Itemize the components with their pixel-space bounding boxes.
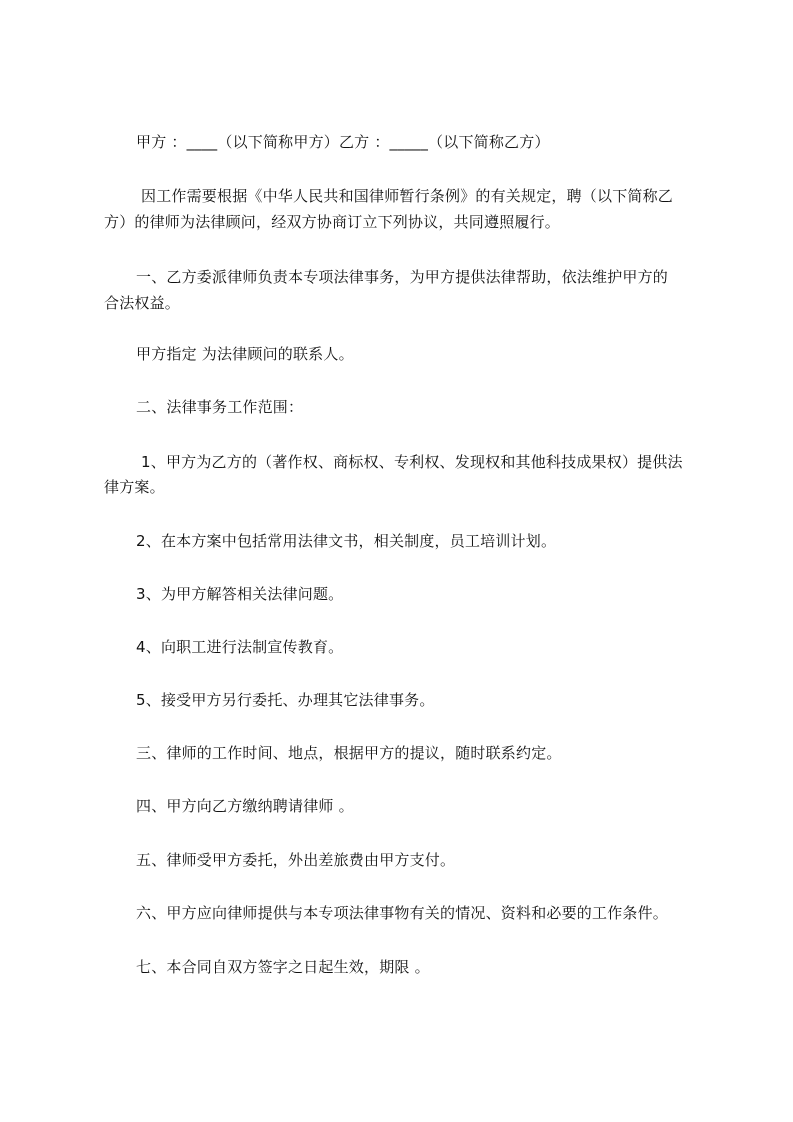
clause-4: 四、甲方向乙方缴纳聘请律师 。: [136, 797, 354, 815]
clause-6: 六、甲方应向律师提供与本专项法律事物有关的情况、资料和必要的工作条件。: [136, 904, 669, 922]
clause-5: 五、律师受甲方委托，外出差旅费由甲方支付。: [136, 851, 456, 869]
contact-designation: 甲方指定 为法律顾问的联系人。: [136, 345, 354, 363]
clause-1-line-1: 一、乙方委派律师负责本专项法律事务，为甲方提供法律帮助，依法维护甲方的: [136, 268, 669, 286]
scope-item-4: 4、向职工进行法制宣传教育。: [136, 638, 344, 656]
scope-item-1-line-2: 律方案。: [104, 478, 165, 496]
clause-1-line-2: 合法权益。: [104, 294, 181, 312]
clause-7: 七、本合同自双方签字之日起生效，期限 。: [136, 958, 430, 976]
preamble-line-2: 方）的律师为法律顾问，经双方协商订立下列协议，共同遵照履行。: [104, 213, 561, 231]
scope-item-1-line-1: 1、甲方为乙方的（著作权、商标权、专利权、发现权和其他科技成果权）提供法: [141, 453, 683, 471]
clause-2-heading: 二、法律事务工作范围：: [136, 398, 304, 416]
scope-item-5: 5、接受甲方另行委托、办理其它法律事务。: [136, 691, 435, 709]
scope-item-2: 2、在本方案中包括常用法律文书，相关制度，员工培训计划。: [136, 532, 557, 550]
scope-item-3: 3、为甲方解答相关法律问题。: [136, 585, 344, 603]
clause-3: 三、律师的工作时间、地点，根据甲方的提议，随时联系约定。: [136, 744, 562, 762]
preamble-line-1: 因工作需要根据《中华人民共和国律师暂行条例》的有关规定，聘（以下简称乙: [141, 187, 674, 205]
parties-line: 甲方 ：____（以下简称甲方）乙方 ：_____（以下简称乙方）: [136, 133, 550, 151]
